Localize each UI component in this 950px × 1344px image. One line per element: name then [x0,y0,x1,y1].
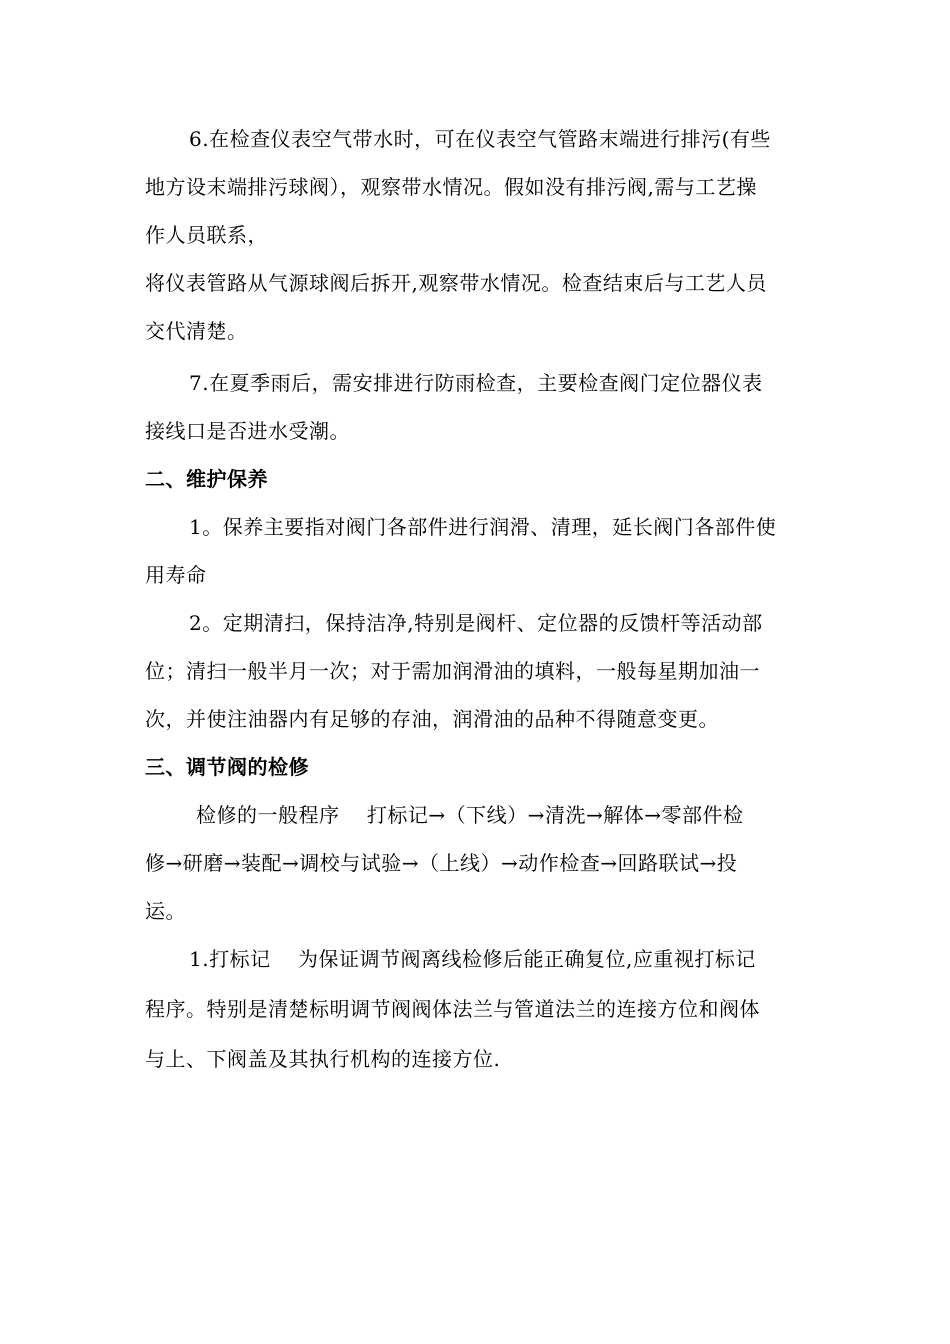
maintenance-item-1-line-1: 1。保养主要指对阀门各部件进行润滑、清理，延长阀门各部件使 [189,515,777,539]
repair-item-1-line-1: 1.打标记 为保证调节阀离线检修后能正确复位,应重视打标记 [189,947,756,971]
repair-procedure-line-2: 修→研磨→装配→调校与试验→（上线）→动作检查→回路联试→投 [145,851,738,875]
paragraph-6-line-4: 将仪表管路从气源球阀后拆开,观察带水情况。检查结束后与工艺人员 [145,271,767,295]
repair-procedure-line-1: 检修的一般程序 打标记→（下线）→清洗→解体→零部件检 [196,803,744,827]
maintenance-item-2-line-1: 2。定期清扫，保持洁净,特别是阀杆、定位器的反馈杆等活动部 [189,611,763,635]
maintenance-item-1-line-2: 用寿命 [145,563,207,587]
paragraph-6-line-5: 交代清楚。 [145,319,248,343]
section-heading-maintenance: 二、维护保养 [145,467,268,491]
paragraph-6-line-3: 作人员联系， [145,223,268,247]
repair-item-1-line-3: 与上、下阀盖及其执行机构的连接方位. [145,1047,501,1071]
section-heading-repair: 三、调节阀的检修 [145,755,309,779]
repair-item-1-line-2: 程序。特别是清楚标明调节阀阀体法兰与管道法兰的连接方位和阀体 [145,997,760,1021]
maintenance-item-2-line-3: 次，并使注油器内有足够的存油，润滑油的品种不得随意变更。 [145,707,719,731]
paragraph-7-line-2: 接线口是否进水受潮。 [145,419,350,443]
repair-procedure-line-3: 运。 [145,899,186,923]
paragraph-6-line-2: 地方设末端排污球阀），观察带水情况。假如没有排污阀,需与工艺操 [145,175,757,199]
paragraph-6-line-1: 6.在检查仪表空气带水时，可在仪表空气管路末端进行排污(有些 [189,127,771,151]
maintenance-item-2-line-2: 位；清扫一般半月一次；对于需加润滑油的填料，一般每星期加油一 [145,659,760,683]
paragraph-7-line-1: 7.在夏季雨后，需安排进行防雨检查，主要检查阀门定位器仪表 [189,371,763,395]
